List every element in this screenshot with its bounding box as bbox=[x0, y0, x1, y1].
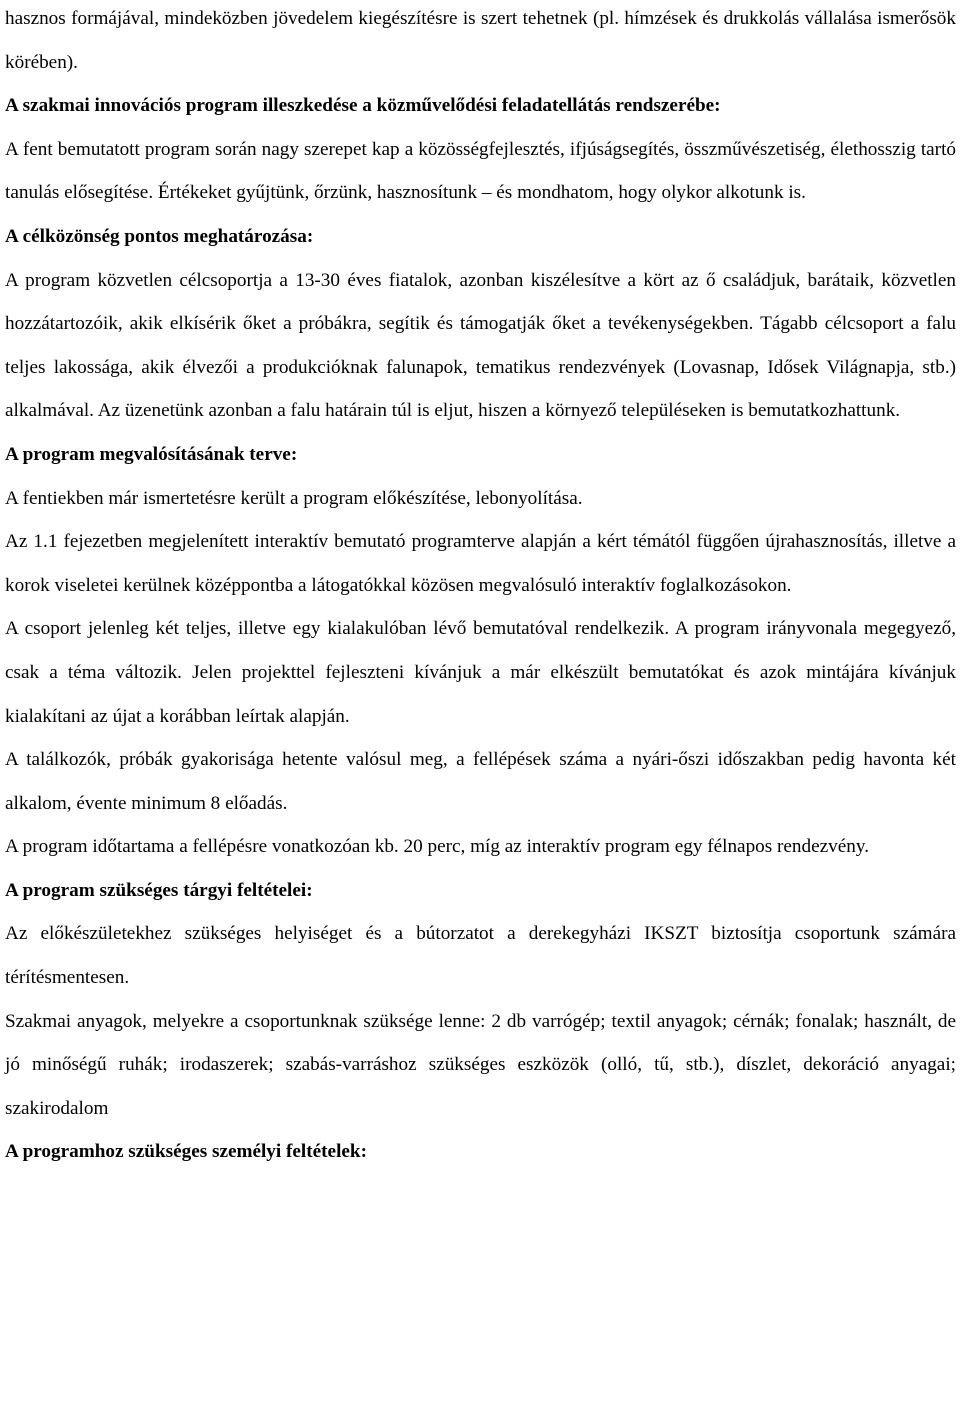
heading-personnel-requirements: A programhoz szükséges személyi feltételek: bbox=[5, 1141, 367, 1163]
paragraph-duration: A program időtartama a fellépésre vonatkozóan kb. 20 perc, míg az interaktív program egy félnapos rendezvény. bbox=[5, 836, 869, 858]
document-page bbox=[5, 0, 956, 1174]
paragraph-group-shows: A csoport jelenleg két teljes, illetve egy kialakulóban lévő bemutatóval rendelkezik. A program irányvonala megegyező, csak a téma változik. Jelen projekttel fejleszteni kívánjuk a már elkészült bemutatókat és azok mintájára kívánjuk kialakítani az újat a korábban leírtak alapján. bbox=[5, 618, 956, 727]
heading-material-requirements: A program szükséges tárgyi feltételei: bbox=[5, 879, 313, 901]
paragraph-materials: Szakmai anyagok, melyekre a csoportunknak szüksége lenne: 2 db varrógép; textil anyagok; cérnák; fonalak; használt, de jó minőségű ruhák; irodaszerek; szabás-varráshoz szükséges eszközök (olló, tű, stb.), díszlet, dekoráció anyagai; szakirodalom bbox=[5, 1010, 956, 1119]
paragraph-intro-continuation: hasznos formájával, mindeközben jövedelem kiegészítésre is szert tehetnek (pl. hímzések és drukkolás vállalása ismerősök körében). bbox=[5, 8, 956, 73]
heading-target-audience: A célközönség pontos meghatározása: bbox=[5, 225, 314, 247]
paragraph-interactive-program: Az 1.1 fejezetben megjelenített interaktív bemutató programterve alapján a kért témától függően újrahasznosítás, illetve a korok viseletei kerülnek középpontba a látogatókkal közösen megvalósuló interaktív foglalkozásokon. bbox=[5, 531, 956, 596]
paragraph-frequency: A találkozók, próbák gyakorisága hetente valósul meg, a fellépések száma a nyári-őszi időszakban pedig havonta két alkalom, évente minimum 8 előadás. bbox=[5, 749, 956, 814]
paragraph-program-values: A fent bemutatott program során nagy szerepet kap a közösségfejlesztés, ifjúságsegítés, összművészetiség, élethosszig tartó tanulás elősegítése. Értékeket gyűjtünk, őrzünk, hasznosítunk – és mondhatom, hogy olykor alkotunk is. bbox=[5, 138, 956, 204]
paragraph-target-audience: A program közvetlen célcsoportja a 13-30 éves fiatalok, azonban kiszélesítve a kört az ő családjuk, barátaik, közvetlen hozzátartozóik, akik elkísérik őket a próbákra, segítik és támogatják őket a tevékenységekben. Tágabb célcsoport a falu teljes lakossága, akik élvezői a produkcióknak falunapok, tematikus rendezvények (Lovasnap, Idősek Világnapja, stb.) alkalmával. Az üzenetünk azonban a falu határain túl is eljut, hiszen a környező településeken is bemutatkozhattunk. bbox=[5, 269, 956, 422]
heading-innovation-fit: A szakmai innovációs program illeszkedése a közművelődési feladatellátás rendszerébe: bbox=[5, 95, 721, 117]
heading-implementation-plan: A program megvalósításának terve: bbox=[5, 443, 298, 465]
paragraph-premises: Az előkészületekhez szükséges helyiséget és a bútorzatot a derekegyházi IKSZT biztosítja csoportunk számára térítésmentesen. bbox=[5, 923, 956, 989]
paragraph-preparation: A fentiekben már ismertetésre került a program előkészítése, lebonyolítása. bbox=[5, 487, 583, 509]
